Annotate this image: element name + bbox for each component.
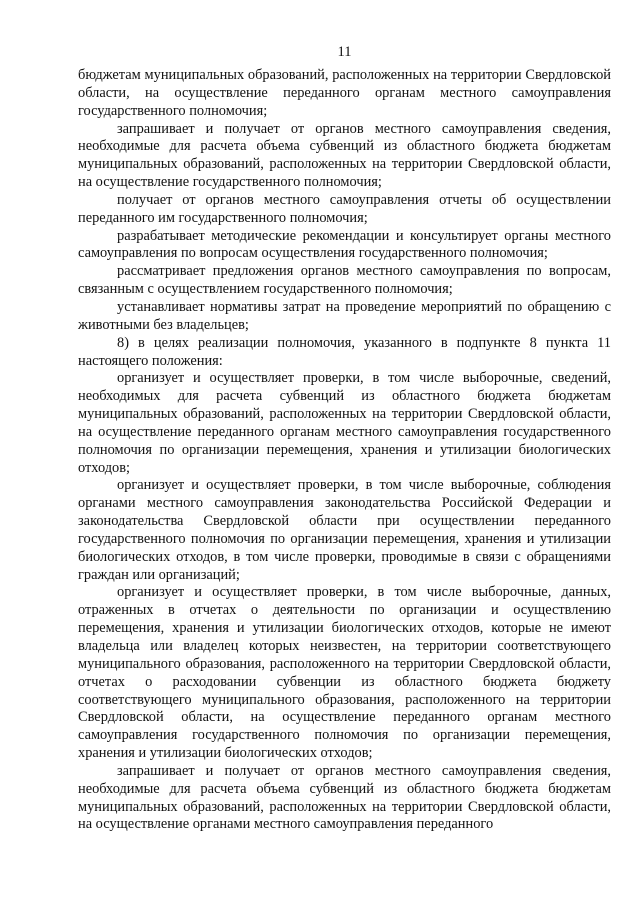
page-number: 11 (337, 44, 352, 60)
paragraph-receives-reports: получает от органов местного самоуправления отчеты об осуществлении переданного им государственного полномочия; (78, 191, 611, 226)
document-page (78, 44, 611, 834)
paragraph-considers-proposals: рассматривает предложения органов местного самоуправления по вопросам, связанным с осуществлением государственного полномочия; (78, 263, 611, 298)
paragraph-inspections-reports: организует и осуществляет проверки, в том числе выборочные, данных, отраженных в отчетах о деятельности по организации и осуществлению перемещения, хранения и утилизации биологических отходов, которые не имеют владельца или владелец которых неизвестен, на территории соответствующего муниципального образования, расположенного на территории Свердловской области, отчетах о расходовании субвенции из областного бюджета бюджету соответствующего муниципального образования, расположенного на территории Свердловской области, на осуществление переданного органам местного самоуправления государственного полномочия по организации перемещения, хранения и утилизации биологических отходов; (78, 584, 611, 762)
paragraph-requests-information: запрашивает и получает от органов местного самоуправления сведения, необходимые для расчета объема субвенций из областного бюджета бюджетам муниципальных образований, расположенных на территории Свердловской области, на осуществление государственного полномочия; (78, 120, 611, 191)
paragraph-methodical-recommendations: разрабатывает методические рекомендации и консультирует органы местного самоуправления по вопросам осуществления государственного полномочия; (78, 227, 611, 262)
paragraph-cost-standards: устанавливает нормативы затрат на проведение мероприятий по обращению с животными без владельцев; (78, 298, 611, 333)
paragraph-inspections-information: организует и осуществляет проверки, в том числе выборочные, сведений, необходимых для расчета субвенций из областного бюджета бюджетам муниципальных образований, расположенных на территории Свердловской области, на осуществление переданного органам местного самоуправления государственного полномочия по организации перемещения, хранения и утилизации биологических отходов; (78, 370, 611, 476)
paragraph-continuation: бюджетам муниципальных образований, расположенных на территории Свердловской области, на осуществление переданного органам местного самоуправления государственного полномочия; (78, 67, 611, 119)
paragraph-item-8-heading: 8) в целях реализации полномочия, указанного в подпункте 8 пункта 11 настоящего положения: (78, 334, 611, 369)
paragraph-requests-information-2: запрашивает и получает от органов местного самоуправления сведения, необходимые для расчета объема субвенций из областного бюджета бюджетам муниципальных образований, расположенных на территории Свердловской области, на осуществление органами местного самоуправления переданного (78, 762, 611, 833)
paragraph-inspections-compliance: организует и осуществляет проверки, в том числе выборочные, соблюдения органами местного самоуправления законодательства Российской Федерации и законодательства Свердловской области при осуществлении переданного государственного полномочия по организации перемещения, хранения и утилизации биологических отходов, в том числе проверки, проводимые в связи с обращениями граждан или организаций; (78, 477, 611, 583)
